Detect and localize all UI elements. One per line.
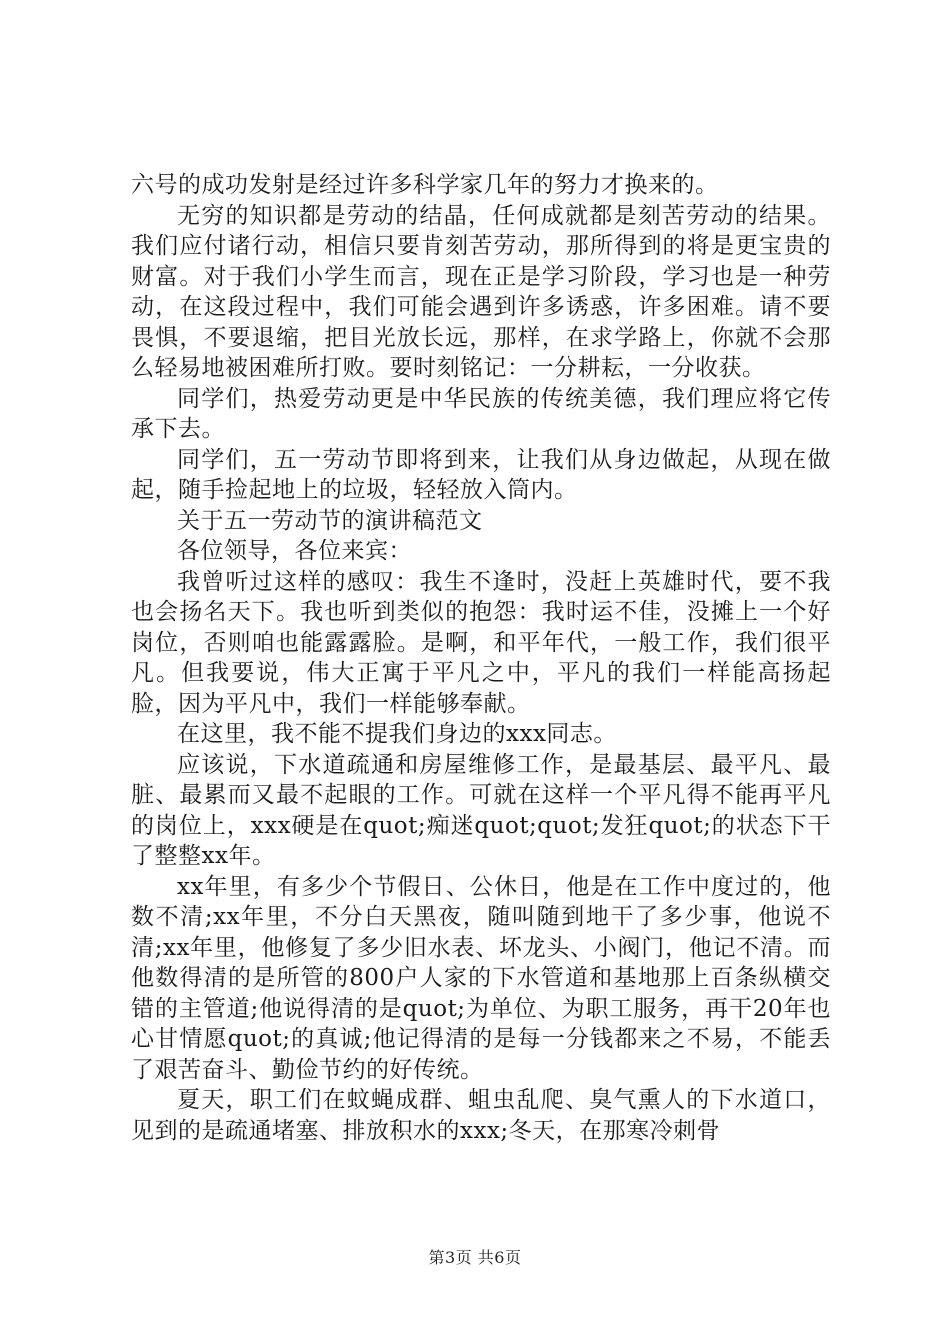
paragraph: 应该说，下水道疏通和房屋维修工作，是最基层、最平凡、最脏、最累而又最不起眼的工作。可就在这样一个平凡得不能再平凡的岗位上，xxx硬是在quot;痴迷quot;quot;发狂quot;的状态下干了整整xx年。 [131, 751, 831, 869]
paragraph: 夏天，职工们在蚊蝇成群、蛆虫乱爬、臭气熏人的下水道口，见到的是疏通堵塞、排放积水的xxx;冬天，在那寒冷刺骨 [131, 1087, 831, 1144]
salutation: 各位领导，各位来宾： [177, 538, 412, 564]
paragraph: 在这里，我不能不提我们身边的xxx同志。 [177, 721, 617, 747]
page-footer [0, 1245, 950, 1268]
section-title: 关于五一劳动节的演讲稿范文 [177, 507, 483, 534]
paragraph: xx年里，有多少个节假日、公休日，他是在工作中度过的，他数不清;xx年里，不分白天黑夜，随叫随到地干了多少事，他说不清;xx年里，他修复了多少旧水表、坏龙头、小阀门，他记不清。而他数得清的是所管的800户人家的下水管道和基地那上百条纵横交错的主管道;他说得清的是quot;为单位、为职工服务，再干20年也心甘情愿quot;的真诚;他记得清的是每一分钱都来之不易，不能丢了艰苦奋斗、勤俭节约的好传统。 [131, 873, 831, 1083]
document-body [131, 170, 831, 1146]
paragraph: 我曾听过这样的感叹：我生不逢时，没赶上英雄时代，要不我也会扬名天下。我也听到类似的抱怨：我时运不佳，没摊上一个好岗位，否则咱也能露露脸。是啊，和平年代，一般工作，我们很平凡。但我要说，伟大正寓于平凡之中，平凡的我们一样能高扬起脸，因为平凡中，我们一样能够奉献。 [131, 568, 831, 717]
paragraph: 无穷的知识都是劳动的结晶，任何成就都是刻苦劳动的结果。我们应付诸行动，相信只要肯刻苦劳动，那所得到的将是更宝贵的财富。对于我们小学生而言，现在正是学习阶段，学习也是一种劳动，在这段过程中，我们可能会遇到许多诱惑，许多困难。请不要畏惧，不要退缩，把目光放长远，那样，在求学路上，你就不会那么轻易地被困难所打败。要时刻铭记：一分耕耘，一分收获。 [131, 202, 831, 381]
paragraph: 同学们，热爱劳动更是中华民族的传统美德，我们理应将它传承下去。 [131, 385, 831, 442]
page-indicator: 第3页 共6页 [428, 1248, 522, 1267]
paragraph: 六号的成功发射是经过许多科学家几年的努力才换来的。 [131, 172, 719, 198]
paragraph: 同学们，五一劳动节即将到来，让我们从身边做起，从现在做起，随手捡起地上的垃圾，轻轻放入筒内。 [131, 446, 831, 503]
